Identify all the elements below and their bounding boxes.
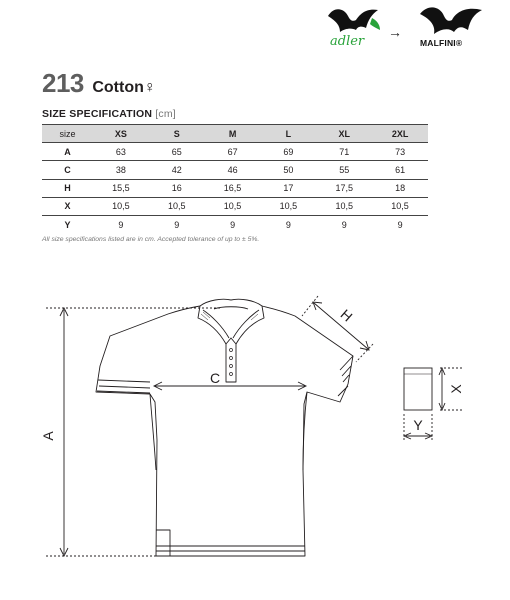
button-icon xyxy=(230,349,233,352)
size-spec-unit: [cm] xyxy=(155,108,176,120)
table-cell: 50 xyxy=(260,161,316,179)
product-name: Cotton xyxy=(92,79,144,96)
table-cell: 9 xyxy=(174,219,180,230)
dimension-a xyxy=(46,308,220,556)
column-header: XL xyxy=(316,125,372,143)
row-label: X xyxy=(42,197,93,215)
adler-wordmark: adler xyxy=(330,34,365,49)
table-cell: 10,5 xyxy=(149,197,205,215)
button-icon xyxy=(230,373,233,376)
column-header: S xyxy=(149,125,205,143)
dimension-c xyxy=(154,382,306,390)
table-cell: 10,5 xyxy=(372,197,428,215)
column-header: L xyxy=(260,125,316,143)
button-icon xyxy=(230,357,233,360)
table-cell: 65 xyxy=(149,143,205,161)
label-h: H xyxy=(337,305,356,325)
left-sleeve-cuff xyxy=(97,380,150,393)
table-cell: 38 xyxy=(93,161,149,179)
table-cell: 63 xyxy=(93,143,149,161)
label-a: A xyxy=(40,431,56,441)
row-label: H xyxy=(42,179,93,197)
button-icon xyxy=(230,365,233,368)
label-c: C xyxy=(210,370,221,386)
shirt-outline xyxy=(96,306,353,556)
table-cell: 9 xyxy=(341,219,347,230)
table-cell: 10,5 xyxy=(260,197,316,215)
table-cell: 73 xyxy=(372,143,428,161)
table-cell: 17,5 xyxy=(316,179,372,197)
column-header: 2XL xyxy=(372,125,428,143)
table-cell: 10,5 xyxy=(205,197,261,215)
column-header: M xyxy=(205,125,261,143)
row-label: Y xyxy=(64,219,71,230)
table-cell: 67 xyxy=(205,143,261,161)
table-cell: 10,5 xyxy=(93,197,149,215)
shirt-hem xyxy=(156,546,305,551)
table-cell: 9 xyxy=(397,219,403,230)
table-cell: 42 xyxy=(149,161,205,179)
table-cell: 69 xyxy=(260,143,316,161)
table-cell: 16,5 xyxy=(205,179,261,197)
size-spec-title: SIZE SPECIFICATION xyxy=(42,108,153,120)
shirt-buttons xyxy=(230,349,233,376)
table-cell: 9 xyxy=(285,219,291,230)
dimension-h xyxy=(302,296,373,362)
table-cell: 17 xyxy=(260,179,316,197)
row-label: C xyxy=(42,161,93,179)
arrow-right-icon: → xyxy=(388,24,402,40)
malfini-name: MALFINI xyxy=(420,38,456,48)
column-header: XS xyxy=(93,125,149,143)
model-number: 213 xyxy=(42,68,84,98)
label-x: X xyxy=(448,384,464,394)
table-cell: 18 xyxy=(372,179,428,197)
table-cell: 9 xyxy=(230,219,236,230)
table-cell: 16 xyxy=(149,179,205,197)
table-cell: 15,5 xyxy=(93,179,149,197)
tolerance-note: All size specifications listed are in cm. Accepted tolerance of up to ± 5%. xyxy=(42,236,260,243)
row-label: A xyxy=(42,143,93,161)
table-cell: 71 xyxy=(316,143,372,161)
table-cell: 55 xyxy=(316,161,372,179)
label-y: Y xyxy=(413,417,423,433)
table-cell: 46 xyxy=(205,161,261,179)
shirt-collar xyxy=(198,299,264,344)
column-header: size xyxy=(42,125,93,143)
registered-mark: ® xyxy=(455,38,463,48)
table-cell: 9 xyxy=(118,219,124,230)
female-symbol-icon: ♀ xyxy=(143,79,156,96)
table-cell: 10,5 xyxy=(316,197,372,215)
table-cell: 61 xyxy=(372,161,428,179)
